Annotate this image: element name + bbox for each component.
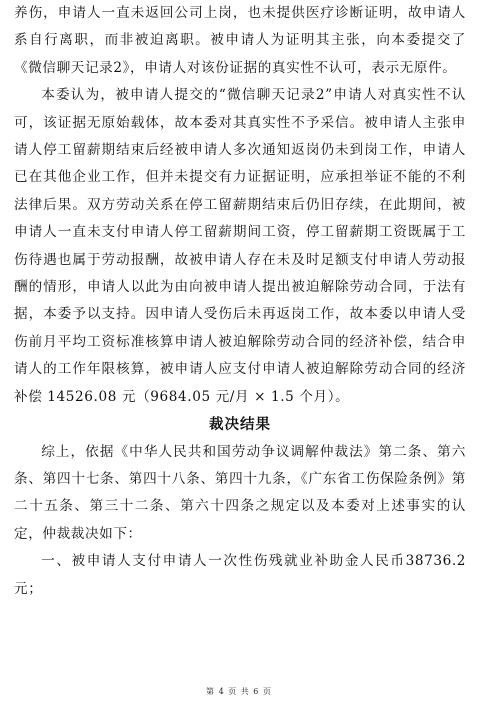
paragraph-conclusion: 综上，依据《中华人民共和国劳动争议调解仲裁法》第二条、第六条、第四十七条、第四十八条、第四十九条，《广东省工伤保险条例》第二十五条、第三十二条、第六十四条之规定以及本委对上述事实的认定，仲裁裁决如下： [14,443,466,542]
section-heading-ruling: 裁决结果 [209,416,271,434]
paragraph-continuation: 养伤，申请人一直未返回公司上岗，也未提供医疗诊断证明，故申请人系自行离职，而非被迫离职。被申请人为证明其主张，向本委提交了《微信聊天记录2》，申请人对该份证据的真实性不认可，表示无原件。 [14,5,466,76]
page-number-footer: 第 4 页 共 6 页 [206,687,272,696]
paragraph-committee-opinion: 本委认为，被申请人提交的“微信聊天记录2”申请人对真实性不认可，该证据无原始载体，故本委对其真实性不予采信。被申请人主张申请人停工留薪期结束后经被申请人多次通知返岗仍未到岗工作，申请人已在其他企业工作，但并未提交有力证据证明，应承担举证不能的不利法律后果。双方劳动关系在停工留薪期结束后仍旧存续，在此期间，被申请人一直未支付申请人停工留薪期间工资，停工留薪期工资既属于工伤待遇也属于劳动报酬，故被申请人存在未及时足额支付申请人劳动报酬的情形，申请人以此为由向被申请人提出被迫解除劳动合同，于法有据，本委予以支持。因申请人受伤后未再返岗工作，故本委以申请人受伤前月平均工资标准核算申请人被迫解除劳动合同的经济补偿，结合申请人的工作年限核算，被申请人应支付申请人被迫解除劳动合同的经济补偿 14526.08 元（9684.05 元/月 × 1.5 个月）。 [14,87,466,405]
document-body [14,0,466,603]
paragraph-ruling-item-1: 一、被申请人支付申请人一次性伤残就业补助金人民币38736.2 元； [14,553,466,597]
